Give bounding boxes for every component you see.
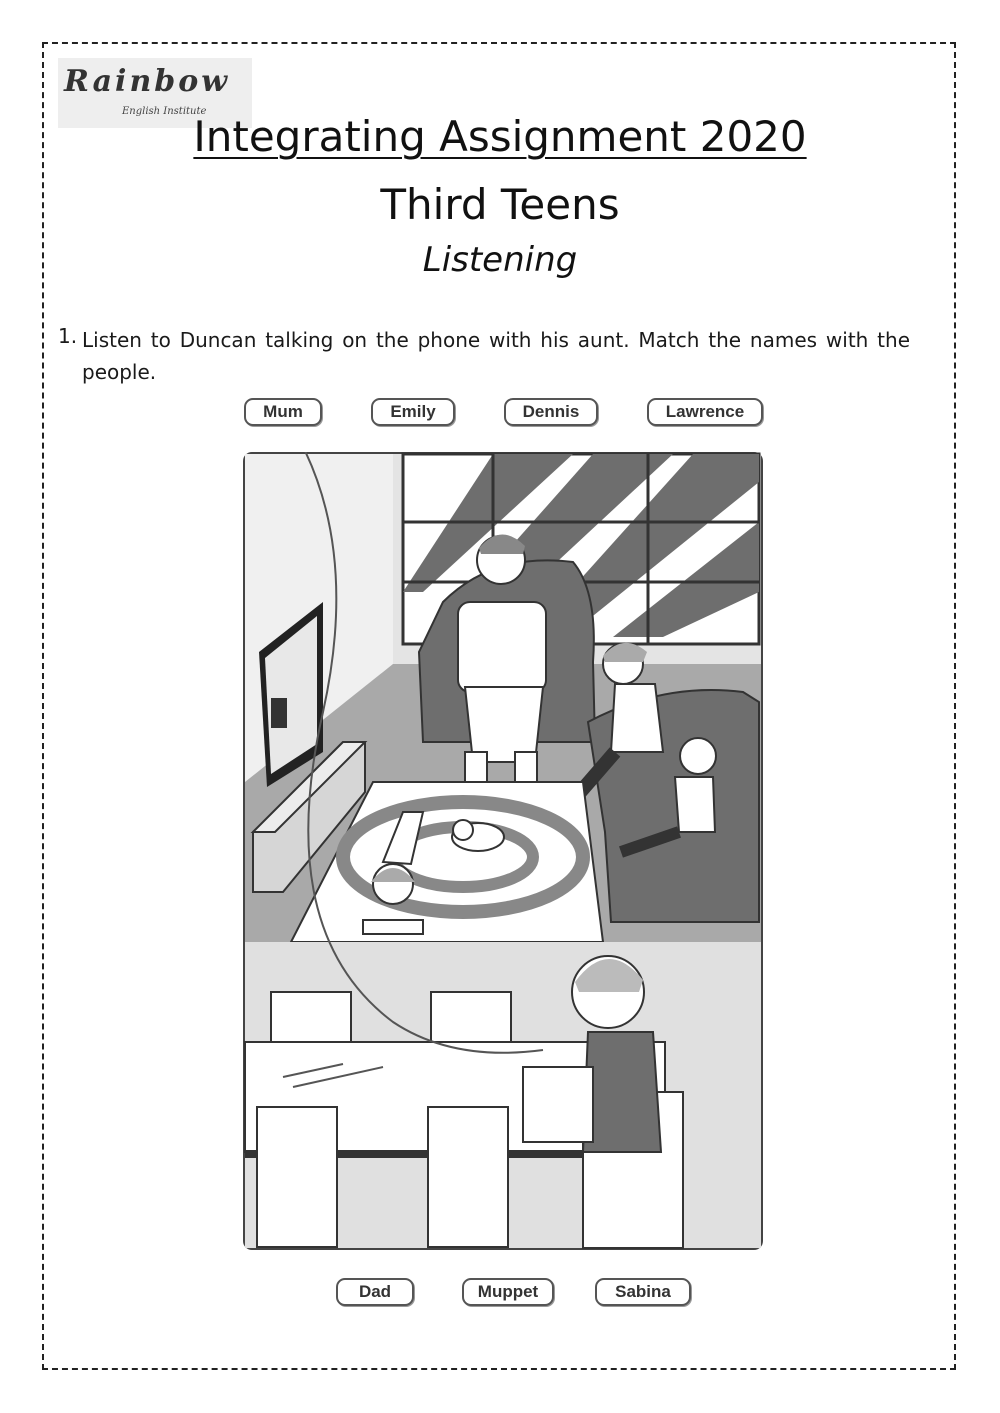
living-room-illustration	[243, 452, 763, 1250]
logo-tagline: English Institute	[122, 106, 207, 117]
name-chip-dennis[interactable]: Dennis	[504, 398, 598, 426]
name-chip-muppet[interactable]: Muppet	[462, 1278, 554, 1306]
name-chip-emily[interactable]: Emily	[371, 398, 455, 426]
name-chip-sabina[interactable]: Sabina	[595, 1278, 691, 1306]
exercise-instruction: Listen to Duncan talking on the phone with his aunt. Match the names with the people.	[82, 328, 910, 384]
logo-brand: Rainbow	[64, 64, 231, 99]
name-chip-mum[interactable]: Mum	[244, 398, 322, 426]
page-subtitle: Third Teens	[380, 180, 620, 229]
page-title-text: Integrating Assignment 2020	[193, 112, 807, 161]
name-chip-lawrence[interactable]: Lawrence	[647, 398, 763, 426]
name-chip-dad[interactable]: Dad	[336, 1278, 414, 1306]
section-heading: Listening	[422, 240, 578, 280]
page-title	[0, 112, 1000, 161]
exercise-number: 1.	[58, 324, 78, 348]
